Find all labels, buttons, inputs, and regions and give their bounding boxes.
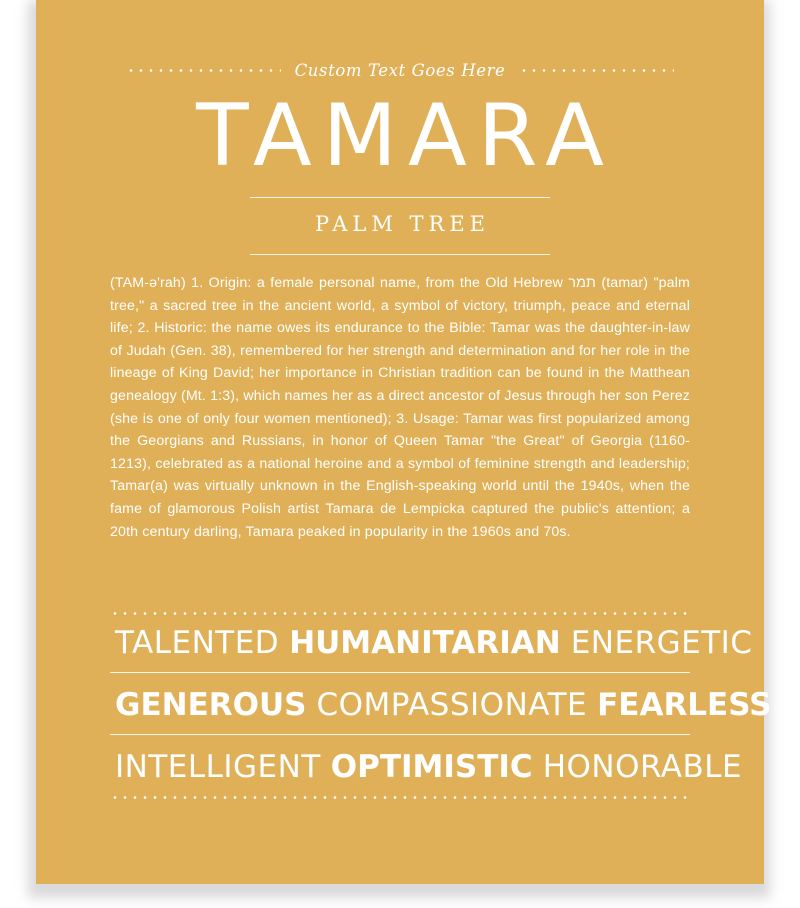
dotted-rule-left: [126, 69, 281, 72]
trait-word: GENEROUS: [115, 687, 307, 723]
poster-name-title: TAMARA: [196, 86, 615, 186]
poster-name-meaning: PALM TREE: [315, 212, 490, 236]
dotted-rule-right: [519, 69, 674, 72]
trait-word: ENERGETIC: [570, 625, 753, 661]
trait-row: [110, 622, 753, 664]
name-art-poster: [36, 0, 772, 884]
rule-traits-1: [110, 672, 690, 673]
rule-traits-2: [110, 734, 690, 735]
trait-word: OPTIMISTIC: [330, 749, 533, 785]
dotted-rule-traits-top: [110, 612, 690, 615]
trait-word: INTELLIGENT: [115, 749, 321, 785]
rule-above-meaning: [250, 197, 550, 198]
rule-below-meaning: [250, 254, 550, 255]
trait-word: FEARLESS: [597, 687, 772, 723]
trait-word: TALENTED: [115, 625, 280, 661]
poster-inner-content: [110, 0, 772, 884]
custom-text-row: [110, 56, 690, 84]
trait-word: HONORABLE: [542, 749, 743, 785]
dotted-rule-traits-bottom: [110, 796, 690, 799]
poster-description-text: (TAM-ə'rah) 1. Origin: a female personal name, from the Old Hebrew תמר (tamar) "palm tree," a sacred tree in the ancient world, a symbol of victory, triumph, peace and eternal life; 2. Historic: the name owes its endurance to the Bible: Tamar was the daughter-in-law of Judah (Gen. 38), remembered for her strength and determination and for her role in the lineage of King David; her importance in Christian tradition can be found in the Matthean genealogy (Mt. 1:3), which names her as a direct ancestor of Jesus through her son Perez (she is one of only four women mentioned); 3. Usage: Tamar was first popularized among the Georgians and Russians, in honor of Queen Tamar "the Great" of Georgia (1160-1213), celebrated as a national heroine and a symbol of feminine strength and leadership; Tamar(a) was virtually unknown in the English-speaking world until the 1940s, when the fame of glamorous Polish artist Tamara de Lempicka captured the public's attention; a 20th century darling, Tamara peaked in popularity in the 1960s and 70s.: [110, 275, 690, 540]
trait-row: [110, 746, 743, 788]
trait-word: HUMANITARIAN: [289, 625, 561, 661]
custom-text: Custom Text Goes Here: [294, 60, 506, 80]
trait-word: COMPASSIONATE: [316, 687, 588, 723]
trait-row: [110, 684, 772, 726]
